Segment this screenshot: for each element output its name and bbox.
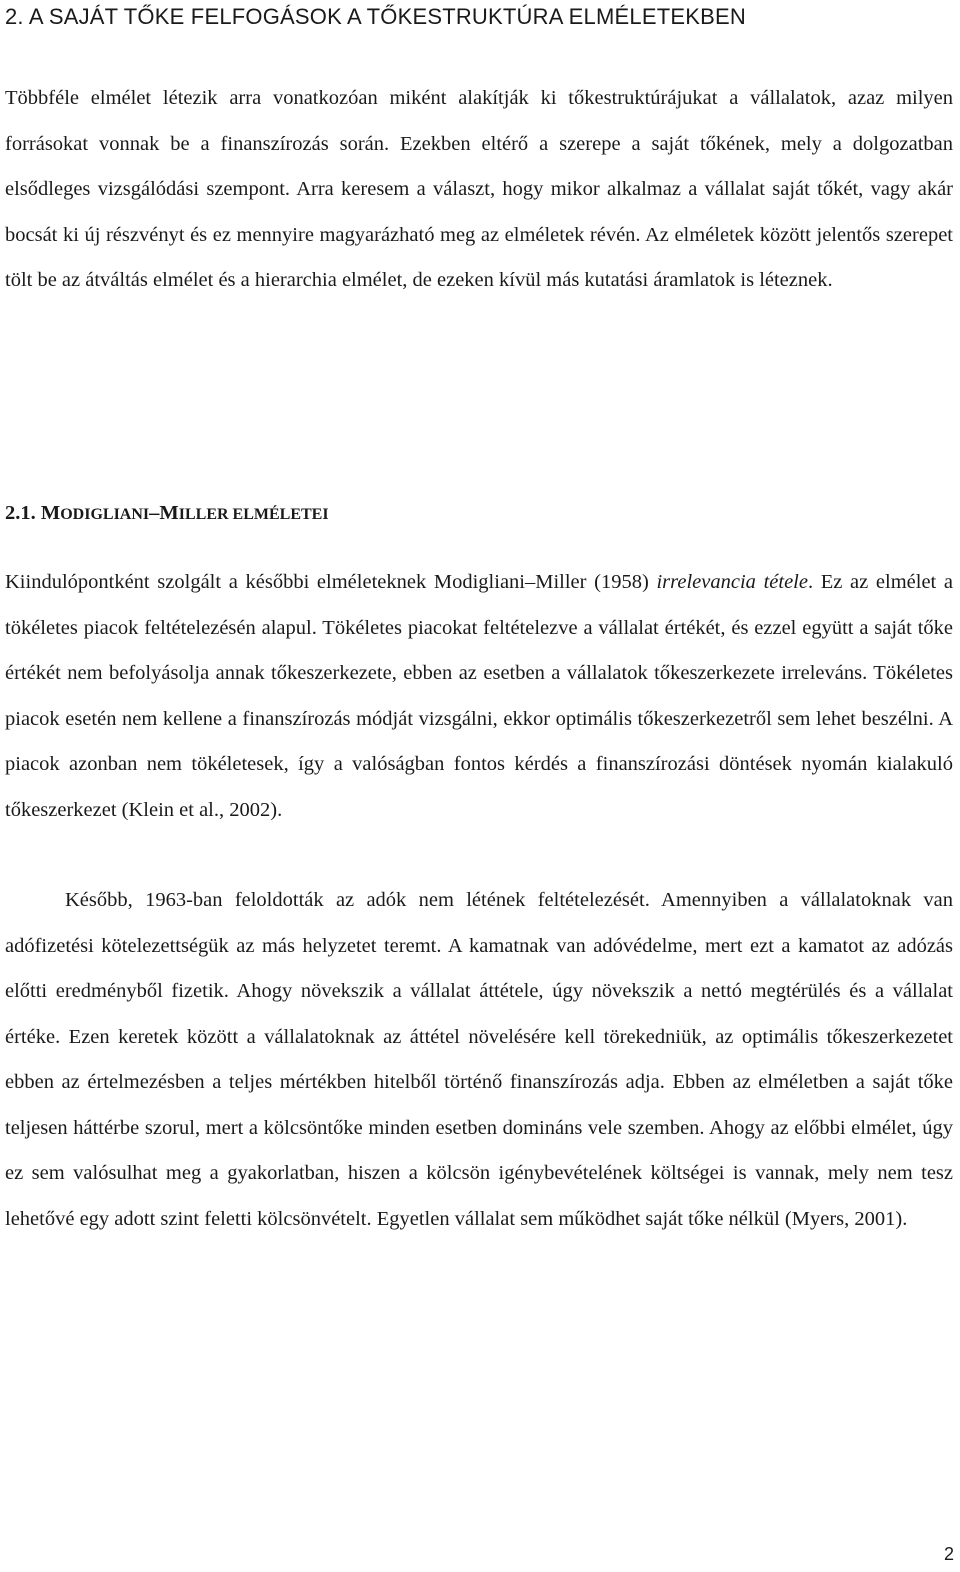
section-heading-rest-2: ILLER ELMÉLETEI xyxy=(178,506,329,523)
section-paragraph-1-emphasis: irrelevancia tétele xyxy=(656,571,808,593)
section-heading xyxy=(5,496,329,532)
section-paragraph-1-rest: . Ez az elmélet a tökéletes piacok feltételezésén alapul. Tökéletes piacokat feltételezve a vállalat értékét, és ezzel együtt a saját tőke értékét nem befolyásolja annak tőkeszerkezete, ebben az esetben a vállalatok tőkeszerkezete irreleváns. Tökéletes piacok esetén nem kellene a finanszírozás módját vizsgálni, ekkor optimális tőkeszerkezetről sem lehet beszélni. A piacok azonban nem tökéletesek, így a valóságban fontos kérdés a finanszírozási döntések nyomán kialakuló tőkeszerkezet (Klein et al., 2002). xyxy=(5,571,954,821)
intro-block xyxy=(5,76,953,304)
chapter-title: 2. A SAJÁT TŐKE FELFOGÁSOK A TŐKESTRUKTÚRA ELMÉLETEKBEN xyxy=(5,4,746,29)
section-block-2 xyxy=(5,878,953,1242)
section-heading-rest-1: ODIGLIANI xyxy=(60,506,150,523)
section-heading-dash: – xyxy=(149,502,160,524)
section-paragraph-2: Később, 1963-ban feloldották az adók nem létének feltételezését. Amennyiben a vállalatoknak van adófizetési kötelezettségük az más helyzetet teremt. A kamatnak van adóvédelme, mert ezt a kamatot az adózás előtti eredményből fizetik. Ahogy növekszik a vállalat áttétele, úgy növekszik a nettó megtérülés és a vállalat értéke. Ezen keretek között a vállalatoknak az áttétel növelésére kell törekedniük, az optimális tőkeszerkezetet ebben az értelmezésben a teljes mértékben hitelből történő finanszírozás adja. Ebben az elméletben a saját tőke teljesen háttérbe szorul, mert a kölcsöntőke minden esetben domináns vele szemben. Ahogy az előbbi elmélet, úgy ez sem valósulhat meg a gyakorlatban, hiszen a kölcsön igénybevételének költségei is vannak, mely nem tesz lehetővé egy adott szint feletti kölcsönvételt. Egyetlen vállalat sem működhet saját tőke nélkül (Myers, 2001). xyxy=(5,889,953,1230)
section-block-1 xyxy=(5,560,953,833)
intro-paragraph: Többféle elmélet létezik arra vonatkozóan miként alakítják ki tőkestruktúrájukat a vállalatok, azaz milyen forrásokat vonnak be a finanszírozás során. Ezekben eltérő a szerepe a saját tőkének, mely a dolgozatban elsődleges vizsgálódási szempont. Arra keresem a választ, hogy mikor alkalmaz a vállalat saját tőkét, vagy akár bocsát ki új részvényt és ez mennyire magyarázható meg az elméletek révén. Az elméletek között jelentős szerepet tölt be az átváltás elmélet és a hierarchia elmélet, de ezeken kívül más kutatási áramlatok is léteznek. xyxy=(5,87,953,291)
section-paragraph-1 xyxy=(5,560,953,833)
section-number: 2.1. xyxy=(5,502,36,524)
section-heading-initial-2: M xyxy=(159,502,179,524)
section-heading-initial-1: M xyxy=(40,502,61,524)
page-number: 2 xyxy=(943,1544,954,1564)
section-paragraph-1-lead: Kiindulópontként szolgált a későbbi elméleteknek Modigliani–Miller (1958) xyxy=(5,571,657,593)
